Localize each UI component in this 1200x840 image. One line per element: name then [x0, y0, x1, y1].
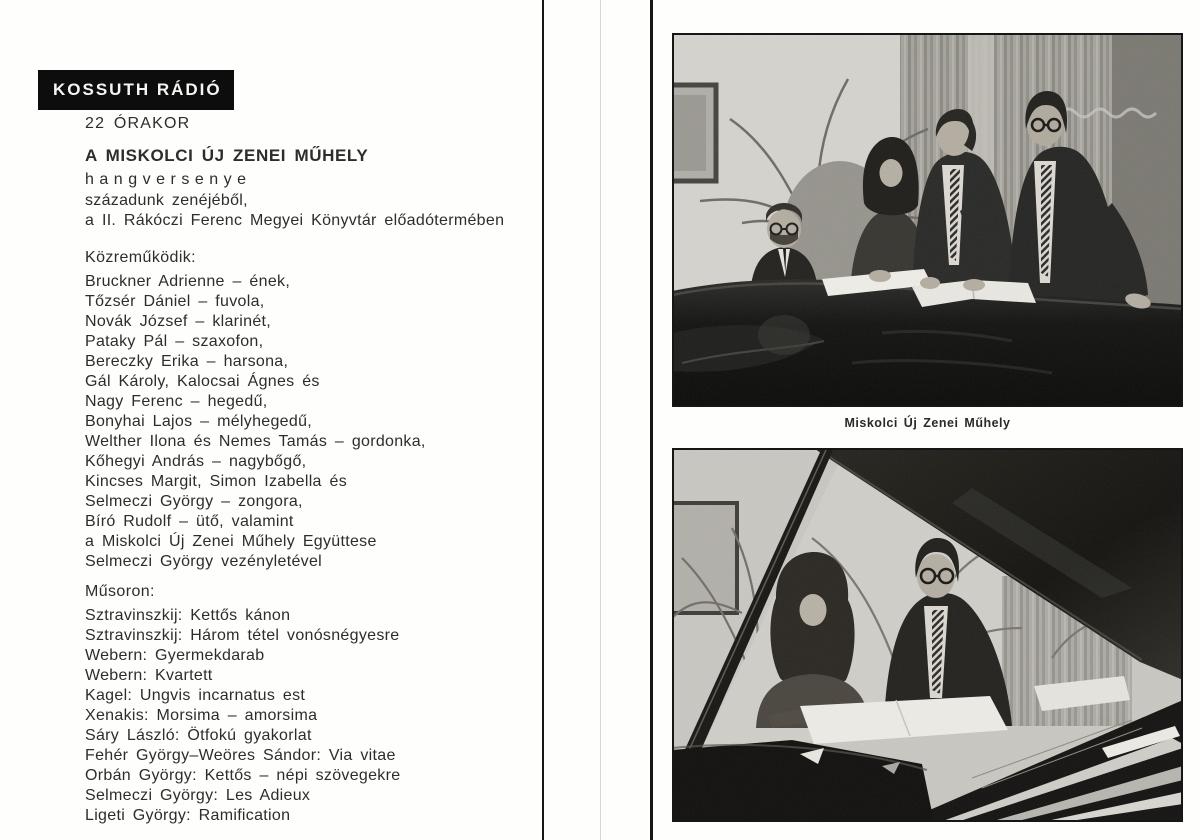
list-item: Fehér György–Weöres Sándor: Via vitae [85, 747, 396, 764]
left-page-edge-rule [542, 0, 544, 840]
list-item: Bruckner Adrienne – ének, [85, 273, 291, 290]
list-item: Sztravinszkij: Három tétel vonósnégyesre [85, 627, 400, 644]
list-item: Bíró Rudolf – ütő, valamint [85, 513, 294, 530]
list-item: Kincses Margit, Simon Izabella és [85, 473, 348, 490]
concert-title: A MISKOLCI ÚJ ZENEI MŰHELY [85, 146, 369, 165]
performers-list [85, 272, 535, 572]
list-item: Welther Ilona és Nemes Tamás – gordonka, [85, 433, 426, 450]
list-item: Orbán György: Kettős – népi szövegekre [85, 767, 401, 784]
list-item: a Miskolci Új Zenei Műhely Együttese [85, 533, 377, 550]
program-heading: Műsoron: [85, 583, 155, 600]
concert-subtitle: hangversenye [85, 171, 252, 188]
list-item: Selmeczi György vezényletével [85, 553, 323, 570]
list-item: Novák József – klarinét, [85, 313, 272, 330]
list-item: Sáry László: Ötfokú gyakorlat [85, 727, 312, 744]
list-item: Xenakis: Morsima – amorsima [85, 707, 318, 724]
list-item: Nagy Ferenc – hegedű, [85, 393, 268, 410]
list-item: Selmeczi György: Les Adieux [85, 787, 311, 804]
performers-heading: Közreműködik: [85, 249, 197, 266]
right-page-edge-rule [650, 0, 653, 840]
list-item: Bereczky Erika – harsona, [85, 353, 289, 370]
photo-duo-at-piano [672, 448, 1183, 822]
gutter-fold-line [600, 0, 601, 840]
list-item: Ligeti György: Ramification [85, 807, 291, 824]
list-item: Pataky Pál – szaxofon, [85, 333, 264, 350]
photo-grain [672, 33, 1183, 407]
program-list [85, 606, 535, 826]
list-item: Webern: Gyermekdarab [85, 647, 265, 664]
list-item: Webern: Kvartett [85, 667, 213, 684]
subtitle-line-2: századunk zenéjéből, [85, 192, 248, 209]
subtitle-line-3: a II. Rákóczi Ferenc Megyei Könyvtár előadótermében [85, 212, 505, 229]
list-item: Sztravinszkij: Kettős kánon [85, 607, 291, 624]
list-item: Kagel: Ungvis incarnatus est [85, 687, 306, 704]
list-item: Selmeczi György – zongora, [85, 493, 303, 510]
photo-bottom-illustration [672, 448, 1183, 822]
list-item: Gál Károly, Kalocsai Ágnes és [85, 373, 320, 390]
photo-caption: Miskolci Új Zenei Műhely [844, 416, 1011, 430]
station-badge-label: KOSSUTH RÁDIÓ [53, 80, 222, 99]
photo-ensemble-four-musicians [672, 33, 1183, 407]
station-badge [38, 70, 234, 110]
list-item: Kőhegyi András – nagybőgő, [85, 453, 307, 470]
photo-top-illustration [672, 33, 1183, 407]
broadcast-time: 22 ÓRAKOR [85, 115, 191, 132]
photo-grain [672, 448, 1183, 822]
list-item: Tőzsér Dániel – fuvola, [85, 293, 265, 310]
program-text-column [85, 115, 535, 826]
list-item: Bonyhai Lajos – mélyhegedű, [85, 413, 313, 430]
